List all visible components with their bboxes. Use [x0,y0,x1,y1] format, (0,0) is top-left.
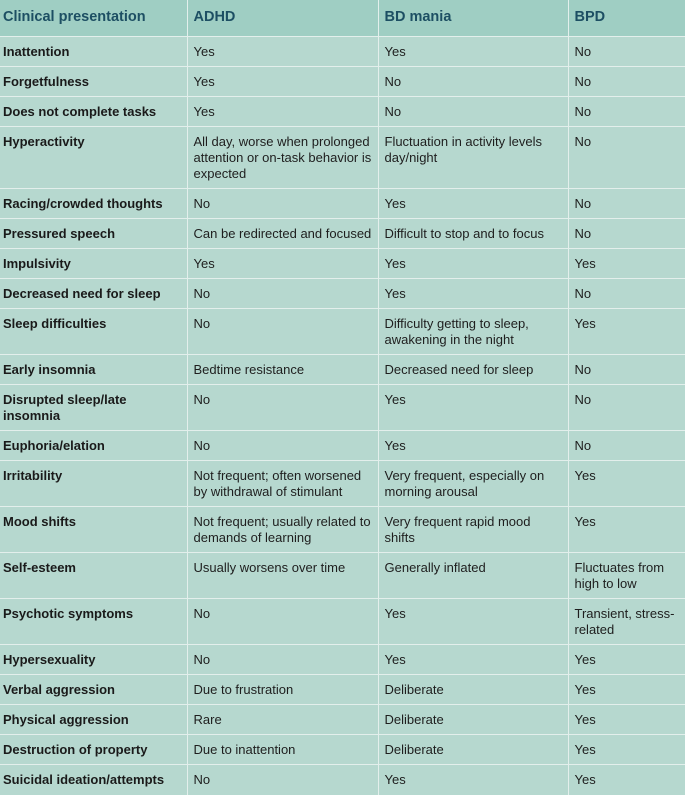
table-row [0,37,685,67]
table-row [0,675,685,705]
row-label: Psychotic symptoms [0,599,187,645]
adhd-cell: No [187,309,378,355]
bd-mania-cell: Deliberate [378,735,568,765]
table-row [0,127,685,189]
adhd-cell: No [187,599,378,645]
table-body [0,37,685,795]
bpd-cell: Yes [568,461,685,507]
row-label: Suicidal ideation/attempts [0,765,187,795]
bd-mania-cell: Yes [378,189,568,219]
adhd-cell: All day, worse when prolonged attention or on-task behavior is expected [187,127,378,189]
table-row [0,461,685,507]
bd-mania-cell: Difficult to stop and to focus [378,219,568,249]
adhd-cell: Due to inattention [187,735,378,765]
table-row [0,765,685,795]
adhd-cell: Yes [187,249,378,279]
row-label: Forgetfulness [0,67,187,97]
adhd-cell: Yes [187,37,378,67]
bpd-cell: No [568,189,685,219]
row-label: Mood shifts [0,507,187,553]
bd-mania-cell: Yes [378,645,568,675]
adhd-cell: Can be redirected and focused [187,219,378,249]
bpd-cell: No [568,431,685,461]
adhd-cell: No [187,765,378,795]
adhd-cell: Yes [187,97,378,127]
table-row [0,355,685,385]
bd-mania-cell: No [378,97,568,127]
table-row [0,249,685,279]
table-row [0,553,685,599]
bpd-cell: Fluctuates from high to low [568,553,685,599]
table-row [0,385,685,431]
table-row [0,599,685,645]
bpd-cell: No [568,385,685,431]
bpd-cell: No [568,37,685,67]
header-bpd: BPD [568,0,685,37]
row-label: Racing/crowded thoughts [0,189,187,219]
row-label: Hypersexuality [0,645,187,675]
row-label: Verbal aggression [0,675,187,705]
bd-mania-cell: Yes [378,249,568,279]
table-row [0,189,685,219]
bpd-cell: Yes [568,675,685,705]
row-label: Disrupted sleep/late insomnia [0,385,187,431]
bd-mania-cell: Yes [378,599,568,645]
table-row [0,735,685,765]
table-row [0,705,685,735]
table-row [0,97,685,127]
row-label: Decreased need for sleep [0,279,187,309]
adhd-cell: Yes [187,67,378,97]
table-row [0,431,685,461]
row-label: Early insomnia [0,355,187,385]
header-row [0,0,685,37]
bpd-cell: Yes [568,705,685,735]
bd-mania-cell: Deliberate [378,705,568,735]
adhd-cell: No [187,189,378,219]
adhd-cell: No [187,279,378,309]
row-label: Pressured speech [0,219,187,249]
row-label: Sleep difficulties [0,309,187,355]
adhd-cell: Usually worsens over time [187,553,378,599]
bd-mania-cell: Yes [378,279,568,309]
header-adhd: ADHD [187,0,378,37]
adhd-cell: Rare [187,705,378,735]
adhd-cell: Not frequent; usually related to demands of learning [187,507,378,553]
table-row [0,279,685,309]
bpd-cell: Yes [568,765,685,795]
row-label: Does not complete tasks [0,97,187,127]
bpd-cell: Yes [568,645,685,675]
bd-mania-cell: Deliberate [378,675,568,705]
bpd-cell: No [568,97,685,127]
adhd-cell: No [187,385,378,431]
bpd-cell: Yes [568,735,685,765]
row-label: Impulsivity [0,249,187,279]
adhd-cell: Bedtime resistance [187,355,378,385]
bpd-cell: No [568,67,685,97]
bd-mania-cell: Fluctuation in activity levels day/night [378,127,568,189]
row-label: Hyperactivity [0,127,187,189]
header-clinical-presentation: Clinical presentation [0,0,187,37]
bd-mania-cell: Very frequent rapid mood shifts [378,507,568,553]
row-label: Destruction of property [0,735,187,765]
bd-mania-cell: Very frequent, especially on morning arousal [378,461,568,507]
bpd-cell: No [568,355,685,385]
bpd-cell: Yes [568,309,685,355]
bpd-cell: No [568,219,685,249]
bd-mania-cell: Difficulty getting to sleep, awakening in the night [378,309,568,355]
table-row [0,219,685,249]
bd-mania-cell: Yes [378,765,568,795]
bpd-cell: No [568,279,685,309]
bd-mania-cell: Generally inflated [378,553,568,599]
adhd-cell: No [187,431,378,461]
bpd-cell: No [568,127,685,189]
table-row [0,309,685,355]
bd-mania-cell: Yes [378,385,568,431]
row-label: Irritability [0,461,187,507]
bd-mania-cell: Yes [378,431,568,461]
bd-mania-cell: No [378,67,568,97]
table-row [0,645,685,675]
adhd-cell: No [187,645,378,675]
bpd-cell: Yes [568,507,685,553]
row-label: Self-esteem [0,553,187,599]
adhd-cell: Due to frustration [187,675,378,705]
bpd-cell: Transient, stress-related [568,599,685,645]
row-label: Physical aggression [0,705,187,735]
row-label: Inattention [0,37,187,67]
header-bd-mania: BD mania [378,0,568,37]
row-label: Euphoria/elation [0,431,187,461]
table-row [0,507,685,553]
table-row [0,67,685,97]
bd-mania-cell: Decreased need for sleep [378,355,568,385]
bd-mania-cell: Yes [378,37,568,67]
bpd-cell: Yes [568,249,685,279]
adhd-cell: Not frequent; often worsened by withdrawal of stimulant [187,461,378,507]
